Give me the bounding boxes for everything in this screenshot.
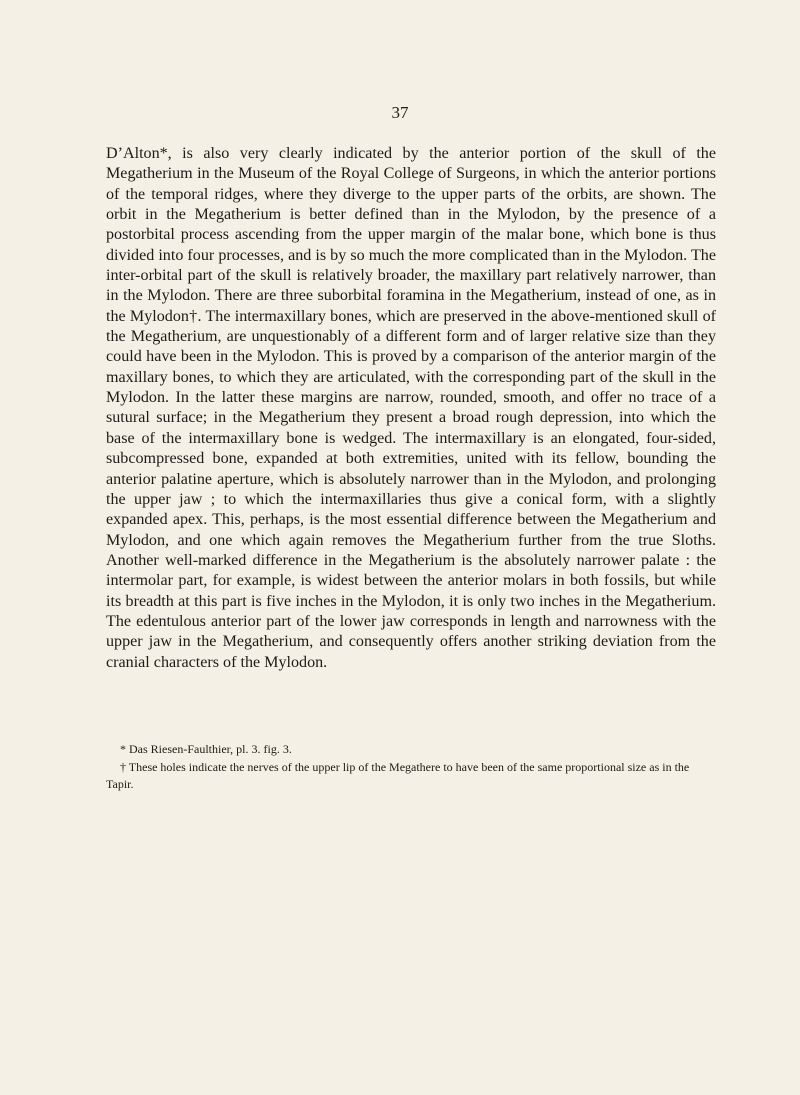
- paragraph: D’Alton*, is also very clearly indicated by the anterior portion of the skull of the Megatherium in the Museum of the Royal College of Surgeons, in which the anterior portions of the temporal ridges, where they diverge to the upper parts of the orbits, are shown. The orbit in the Megatherium is better defined than in the Mylodon, by the presence of a postorbital process ascending from the upper margin of the malar bone, which bone is thus divided into four processes, and is by so much the more complicated than in the Mylodon. The inter-orbital part of the skull is relatively broader, the maxillary part relatively narrower, than in the Mylodon. There are three suborbital foramina in the Megatherium, instead of one, as in the Mylodon†. The intermaxillary bones, which are preserved in the above-mentioned skull of the Megatherium, are unquestionably of a different form and of larger relative size than they could have been in the Mylodon. This is proved by a comparison of the anterior margin of the maxillary bones, to which they are articulated, with the corresponding part of the skull in the Mylodon. In the latter these margins are narrow, rounded, smooth, and offer no trace of a sutural surface; in the Megatherium they present a broad rough depression, into which the base of the intermaxillary bone is wedged. The intermaxillary is an elongated, four-sided, subcompressed bone, expanded at both extremities, united with its fellow, bounding the anterior palatine aperture, which is absolutely narrower than in the Mylodon, and prolonging the upper jaw ; to which the intermaxillaries thus give a conical form, with a slightly expanded apex. This, perhaps, is the most essential difference between the Megatherium and Mylodon, and one which again removes the Megatherium further from the true Sloths. Another well-marked difference in the Megatherium is the absolutely narrower palate : the intermolar part, for example, is widest between the anterior molars in both fossils, but while its breadth at this part is five inches in the Mylodon, it is only two inches in the Megatherium. The edentulous anterior part of the lower jaw corresponds in length and narrowness with the upper jaw in the Megatherium, and consequently offers another striking deviation from the cranial characters of the Mylodon.: [106, 145, 716, 671]
- page-number: 37: [391, 103, 409, 122]
- footnote-1: * Das Riesen-Faulthier, pl. 3. fig. 3.: [120, 742, 292, 756]
- footnote-2: † These holes indicate the nerves of the upper lip of the Megathere to have been of the same proportional size as in the Tapir.: [106, 759, 690, 791]
- body-text: [106, 144, 716, 673]
- footnotes: [106, 741, 716, 794]
